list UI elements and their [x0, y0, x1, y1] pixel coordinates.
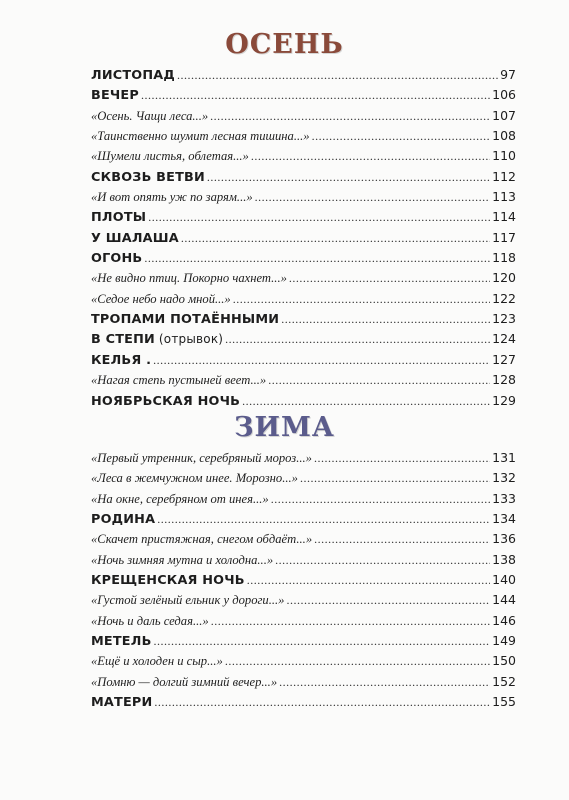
toc-entry-title [91, 310, 279, 330]
toc-entry [91, 228, 516, 248]
dot-leader [153, 350, 490, 370]
dot-leader [312, 126, 491, 146]
toc-entry-title [91, 590, 284, 610]
toc-entry-title [91, 86, 139, 106]
toc-entry-title [91, 392, 240, 412]
toc-entry-title-text: «И вот опять уж по зарям...» [91, 190, 253, 205]
toc-list-autumn [91, 65, 516, 411]
toc-entry-page-number: 108 [492, 128, 516, 144]
dot-leader [154, 692, 490, 712]
toc-entry-title-text: «Леса в жемчужном инее. Морозно...» [91, 471, 298, 486]
toc-entry-title-text: «Скачет пристяжная, снегом обдаёт...» [91, 532, 313, 547]
toc-entry-title [91, 249, 142, 269]
toc-entry-title [91, 229, 179, 249]
toc-entry-title-text: «Не видно птиц. Покорно чахнет...» [91, 271, 287, 286]
dot-leader [207, 167, 490, 187]
toc-entry-title [91, 672, 277, 692]
toc-entry [91, 391, 516, 411]
toc-entry-title [91, 329, 223, 350]
toc-entry-title-text: СКВОЗЬ ВЕТВИ [91, 169, 205, 185]
dot-leader [279, 672, 490, 692]
toc-entry-page-number: 127 [492, 351, 516, 367]
section-title-winter: ЗИМА [234, 412, 335, 443]
toc-entry-title [91, 651, 223, 671]
toc-entry-title-text: ТРОПАМИ ПОТАЁННЫМИ [91, 312, 280, 328]
toc-entry-page-number: 150 [492, 653, 516, 669]
toc-entry [91, 65, 516, 85]
toc-entry-title-text: МАТЕРИ [91, 695, 153, 711]
toc-entry-title-text: «Ещё и холоден и сыр...» [91, 654, 223, 669]
toc-entry-title [91, 208, 146, 228]
dot-leader [268, 370, 490, 390]
toc-entry-page-number: 110 [492, 148, 516, 164]
dot-leader [314, 448, 490, 468]
dot-leader [210, 106, 490, 126]
dot-leader [211, 611, 490, 631]
toc-entry-title [91, 168, 205, 188]
toc-entry [91, 489, 516, 509]
toc-entry-title [91, 693, 152, 713]
toc-entry-title-text: «На окне, серебряном от инея...» [91, 491, 269, 506]
toc-entry-title-text: «Ночь и даль седая...» [91, 613, 209, 628]
toc-entry-title [91, 448, 312, 468]
toc-entry-title-text: ОГОНЬ [91, 251, 143, 267]
toc-entry-page-number: 117 [492, 229, 516, 245]
toc-entry-title-text: НОЯБРЬСКАЯ НОЧЬ [91, 393, 241, 409]
toc-entry [91, 550, 516, 570]
toc-entry [91, 611, 516, 631]
dot-leader [281, 309, 490, 329]
toc-entry [91, 146, 516, 166]
toc-entry [91, 448, 516, 468]
toc-entry-page-number: 132 [492, 470, 516, 486]
toc-entry [91, 370, 516, 390]
dot-leader [225, 651, 490, 671]
toc-entry [91, 85, 516, 105]
toc-entry [91, 289, 516, 309]
toc-entry-title [91, 146, 249, 166]
toc-entry-title [91, 187, 253, 207]
toc-entry [91, 570, 516, 590]
toc-entry [91, 268, 516, 288]
section-title-autumn: ОСЕНЬ [225, 29, 344, 60]
toc-entry-title [91, 106, 208, 126]
toc-entry-title [91, 611, 209, 631]
toc-entry-title [91, 529, 312, 549]
toc-entry-title [91, 510, 155, 530]
dot-leader [154, 631, 491, 651]
toc-entry [91, 309, 516, 329]
dot-leader [251, 146, 490, 166]
dot-leader [233, 289, 490, 309]
toc-entry-title [91, 351, 151, 371]
toc-entry-title-text: «Густой зелёный ельник у дороги...» [91, 593, 285, 608]
toc-entry-title-text: «Нагая степь пустыней веет...» [91, 373, 267, 388]
toc-entry [91, 529, 516, 549]
dot-leader [141, 85, 490, 105]
toc-list-winter [91, 448, 516, 712]
toc-entry-page-number: 97 [500, 67, 516, 82]
toc-entry-page-number: 136 [492, 531, 516, 547]
toc-entry-title [91, 126, 310, 146]
toc-entry [91, 126, 516, 146]
toc-entry [91, 590, 516, 610]
toc-entry-page-number: 120 [492, 270, 516, 286]
toc-entry-title [91, 370, 266, 390]
toc-entry [91, 468, 516, 488]
dot-leader [177, 65, 498, 85]
toc-entry [91, 187, 516, 207]
toc-entry-title-text: ЛИСТОПАД [91, 68, 175, 83]
toc-entry-page-number: 146 [492, 612, 516, 628]
toc-entry-page-number: 138 [492, 551, 516, 567]
dot-leader [148, 207, 490, 227]
toc-entry-page-number: 107 [492, 107, 516, 123]
toc-entry-title [91, 632, 152, 652]
toc-entry-title-text: «Осень. Чащи леса...» [91, 108, 209, 123]
toc-entry-page-number: 129 [492, 392, 516, 408]
toc-entry-page-number: 124 [492, 331, 516, 347]
toc-entry-note: (отрывок) [154, 332, 224, 347]
toc-entry-title [91, 468, 298, 488]
dot-leader [181, 228, 490, 248]
toc-entry-title [91, 489, 269, 509]
toc-entry [91, 692, 516, 712]
toc-entry-title [91, 268, 287, 288]
toc-entry-title [91, 289, 231, 309]
dot-leader [275, 550, 490, 570]
toc-entry-title-text: «Шумели листья, облетая...» [91, 149, 249, 164]
toc-entry-title [91, 571, 245, 591]
toc-entry-page-number: 133 [492, 490, 516, 506]
toc-entry-title-text: «Первый утренник, серебряный мороз...» [91, 451, 312, 465]
toc-entry-page-number: 155 [492, 694, 516, 710]
toc-entry-page-number: 149 [492, 633, 516, 649]
toc-entry-title-text: ВЕЧЕР [91, 88, 139, 104]
toc-entry [91, 631, 516, 651]
dot-leader [286, 590, 490, 610]
toc-entry-title-text: РОДИНА [91, 512, 156, 528]
toc-entry-page-number: 122 [492, 290, 516, 306]
toc-entry-title-text: МЕТЕЛЬ [91, 634, 152, 650]
dot-leader [271, 489, 490, 509]
toc-entry-title-text: КЕЛЬЯ . [91, 352, 152, 368]
dot-leader [300, 468, 490, 488]
dot-leader [144, 248, 490, 268]
toc-entry-page-number: 144 [492, 592, 516, 608]
toc-entry-page-number: 140 [492, 572, 516, 588]
toc-entry [91, 509, 516, 529]
toc-entry-page-number: 131 [492, 450, 516, 465]
toc-entry [91, 207, 516, 227]
toc-entry-page-number: 152 [492, 673, 516, 689]
toc-entry [91, 651, 516, 671]
toc-entry [91, 106, 516, 126]
toc-entry-page-number: 113 [492, 189, 516, 205]
dot-leader [157, 509, 490, 529]
dot-leader [242, 391, 490, 411]
toc-entry-title-text: КРЕЩЕНСКАЯ НОЧЬ [91, 573, 245, 589]
toc-entry-title-text: «Помню — долгий зимний вечер...» [91, 674, 278, 689]
toc-entry-page-number: 128 [492, 372, 516, 388]
toc-entry-title-text: ПЛОТЫ [91, 210, 147, 226]
toc-entry [91, 248, 516, 268]
toc-entry-title-text: «Ночь зимняя мутна и холодна...» [91, 552, 274, 567]
dot-leader [289, 268, 490, 288]
toc-entry-title [91, 66, 175, 86]
dot-leader [314, 529, 490, 549]
dot-leader [247, 570, 490, 590]
toc-entry-title-text: «Таинственно шумит лесная тишина...» [91, 129, 310, 144]
toc-entry-page-number: 106 [492, 87, 516, 103]
toc-entry-page-number: 118 [492, 250, 516, 266]
toc-entry-title-text: У ШАЛАША [91, 230, 179, 246]
toc-entry-title-text: В СТЕПИ [91, 332, 155, 348]
dot-leader [225, 329, 490, 349]
toc-entry-page-number: 112 [492, 168, 516, 184]
toc-entry [91, 672, 516, 692]
dot-leader [255, 187, 490, 207]
toc-entry-title-text: «Седое небо надо мной...» [91, 291, 231, 306]
toc-entry [91, 350, 516, 370]
toc-entry-page-number: 123 [492, 311, 516, 327]
toc-entry-page-number: 114 [492, 209, 516, 225]
toc-entry [91, 329, 516, 349]
toc-entry-page-number: 134 [492, 511, 516, 527]
toc-entry [91, 167, 516, 187]
toc-entry-title [91, 550, 273, 570]
